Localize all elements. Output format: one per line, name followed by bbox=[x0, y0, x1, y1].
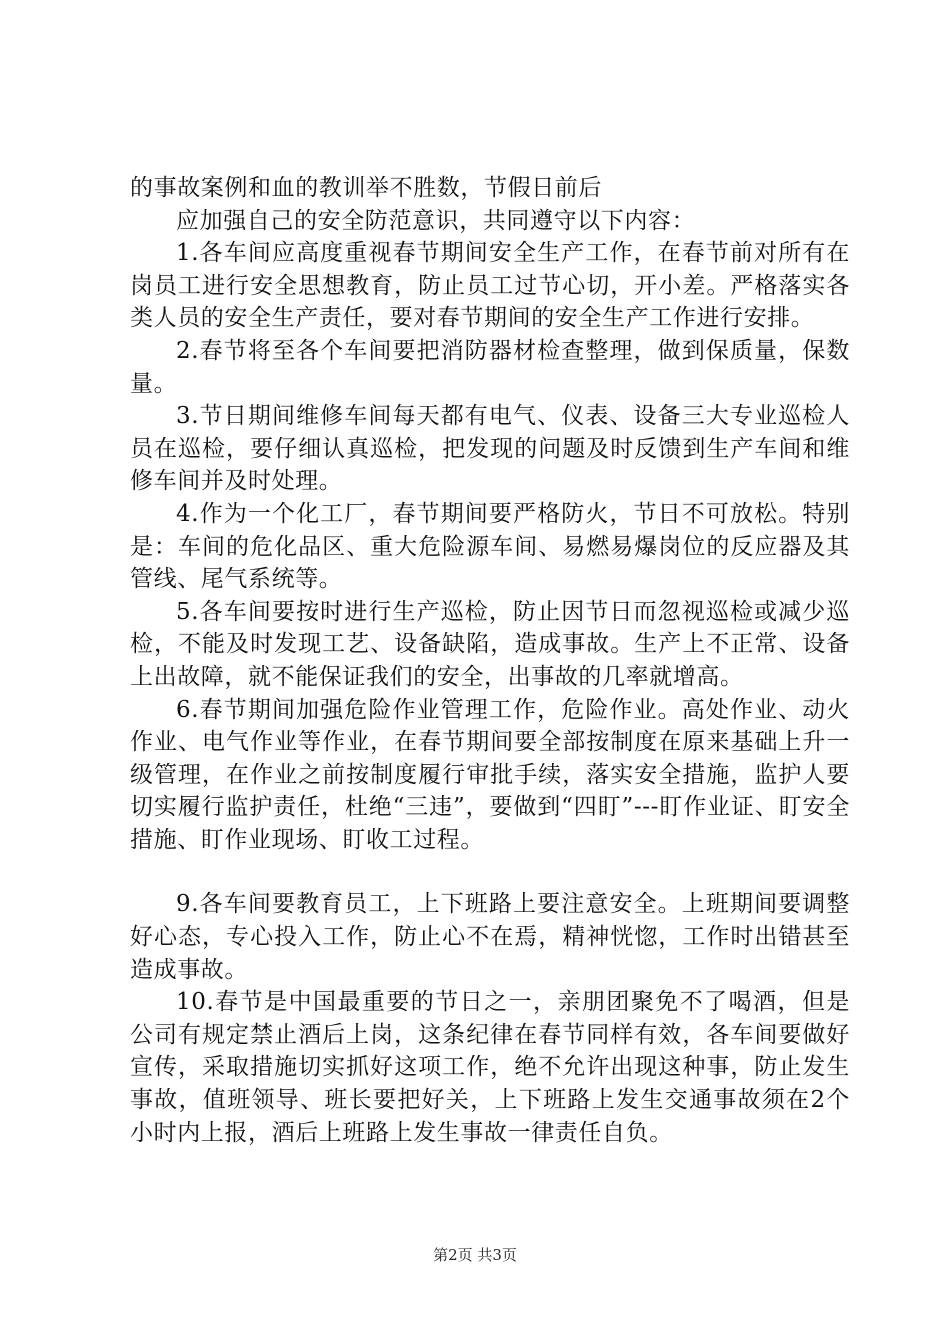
paragraph-item-10: 10.春节是中国最重要的节日之一，亲朋团聚免不了喝酒，但是公司有规定禁止酒后上岗，这条纪律在春节同样有效，各车间要做好宣传，采取措施切实抓好这项工作，绝不允许出现这种事，防止发生事故，值班领导、班长要把好关，上下班路上发生交通事故须在2个小时内上报，酒后上班路上发生事故一律责任自负。 bbox=[130, 989, 850, 1146]
paragraph-item-3: 3.节日期间维修车间每天都有电气、仪表、设备三大专业巡检人员在巡检，要仔细认真巡检，把发现的问题及时反馈到生产车间和维修车间并及时处理。 bbox=[130, 403, 850, 495]
paragraph-item-6: 6.春节期间加强危险作业管理工作，危险作业。高处作业、动火作业、电气作业等作业，在春节期间要全部按制度在原来基础上升一级管理，在作业之前按制度履行审批手续，落实安全措施，监护人要切实履行监护责任，杜绝“三违”，要做到“四盯”---盯作业证、盯安全措施、盯作业现场、盯收工过程。 bbox=[130, 696, 850, 853]
paragraph-item-1: 1.各车间应高度重视春节期间安全生产工作，在春节前对所有在岗员工进行安全思想教育，防止员工过节心切，开小差。严格落实各类人员的安全生产责任，要对春节期间的安全生产工作进行安排。 bbox=[130, 240, 850, 332]
paragraph-item-9: 9.各车间要教育员工，上下班路上要注意安全。上班期间要调整好心态，专心投入工作，防止心不在焉，精神恍惚，工作时出错甚至造成事故。 bbox=[130, 891, 850, 983]
paragraph-item-4: 4.作为一个化工厂，春节期间要严格防火，节日不可放松。特别是：车间的危化品区、重大危险源车间、易燃易爆岗位的反应器及其管线、尾气系统等。 bbox=[130, 500, 850, 593]
paragraph-intro: 应加强自己的安全防范意识，共同遵守以下内容： bbox=[176, 207, 696, 234]
paragraph-item-2: 2.春节将至各个车间要把消防器材检查整理，做到保质量，保数量。 bbox=[130, 337, 850, 397]
page-footer: 第2页 共3页 bbox=[433, 1246, 517, 1264]
paragraph-continuation: 的事故案例和血的教训举不胜数，节假日前后 bbox=[130, 175, 602, 201]
document-body bbox=[130, 172, 850, 1149]
paragraph-item-5: 5.各车间要按时进行生产巡检，防止因节日而忽视巡检或减少巡检，不能及时发现工艺、设备缺陷，造成事故。生产上不正常、设备上出故障，就不能保证我们的安全，出事故的几率就增高。 bbox=[130, 598, 850, 690]
